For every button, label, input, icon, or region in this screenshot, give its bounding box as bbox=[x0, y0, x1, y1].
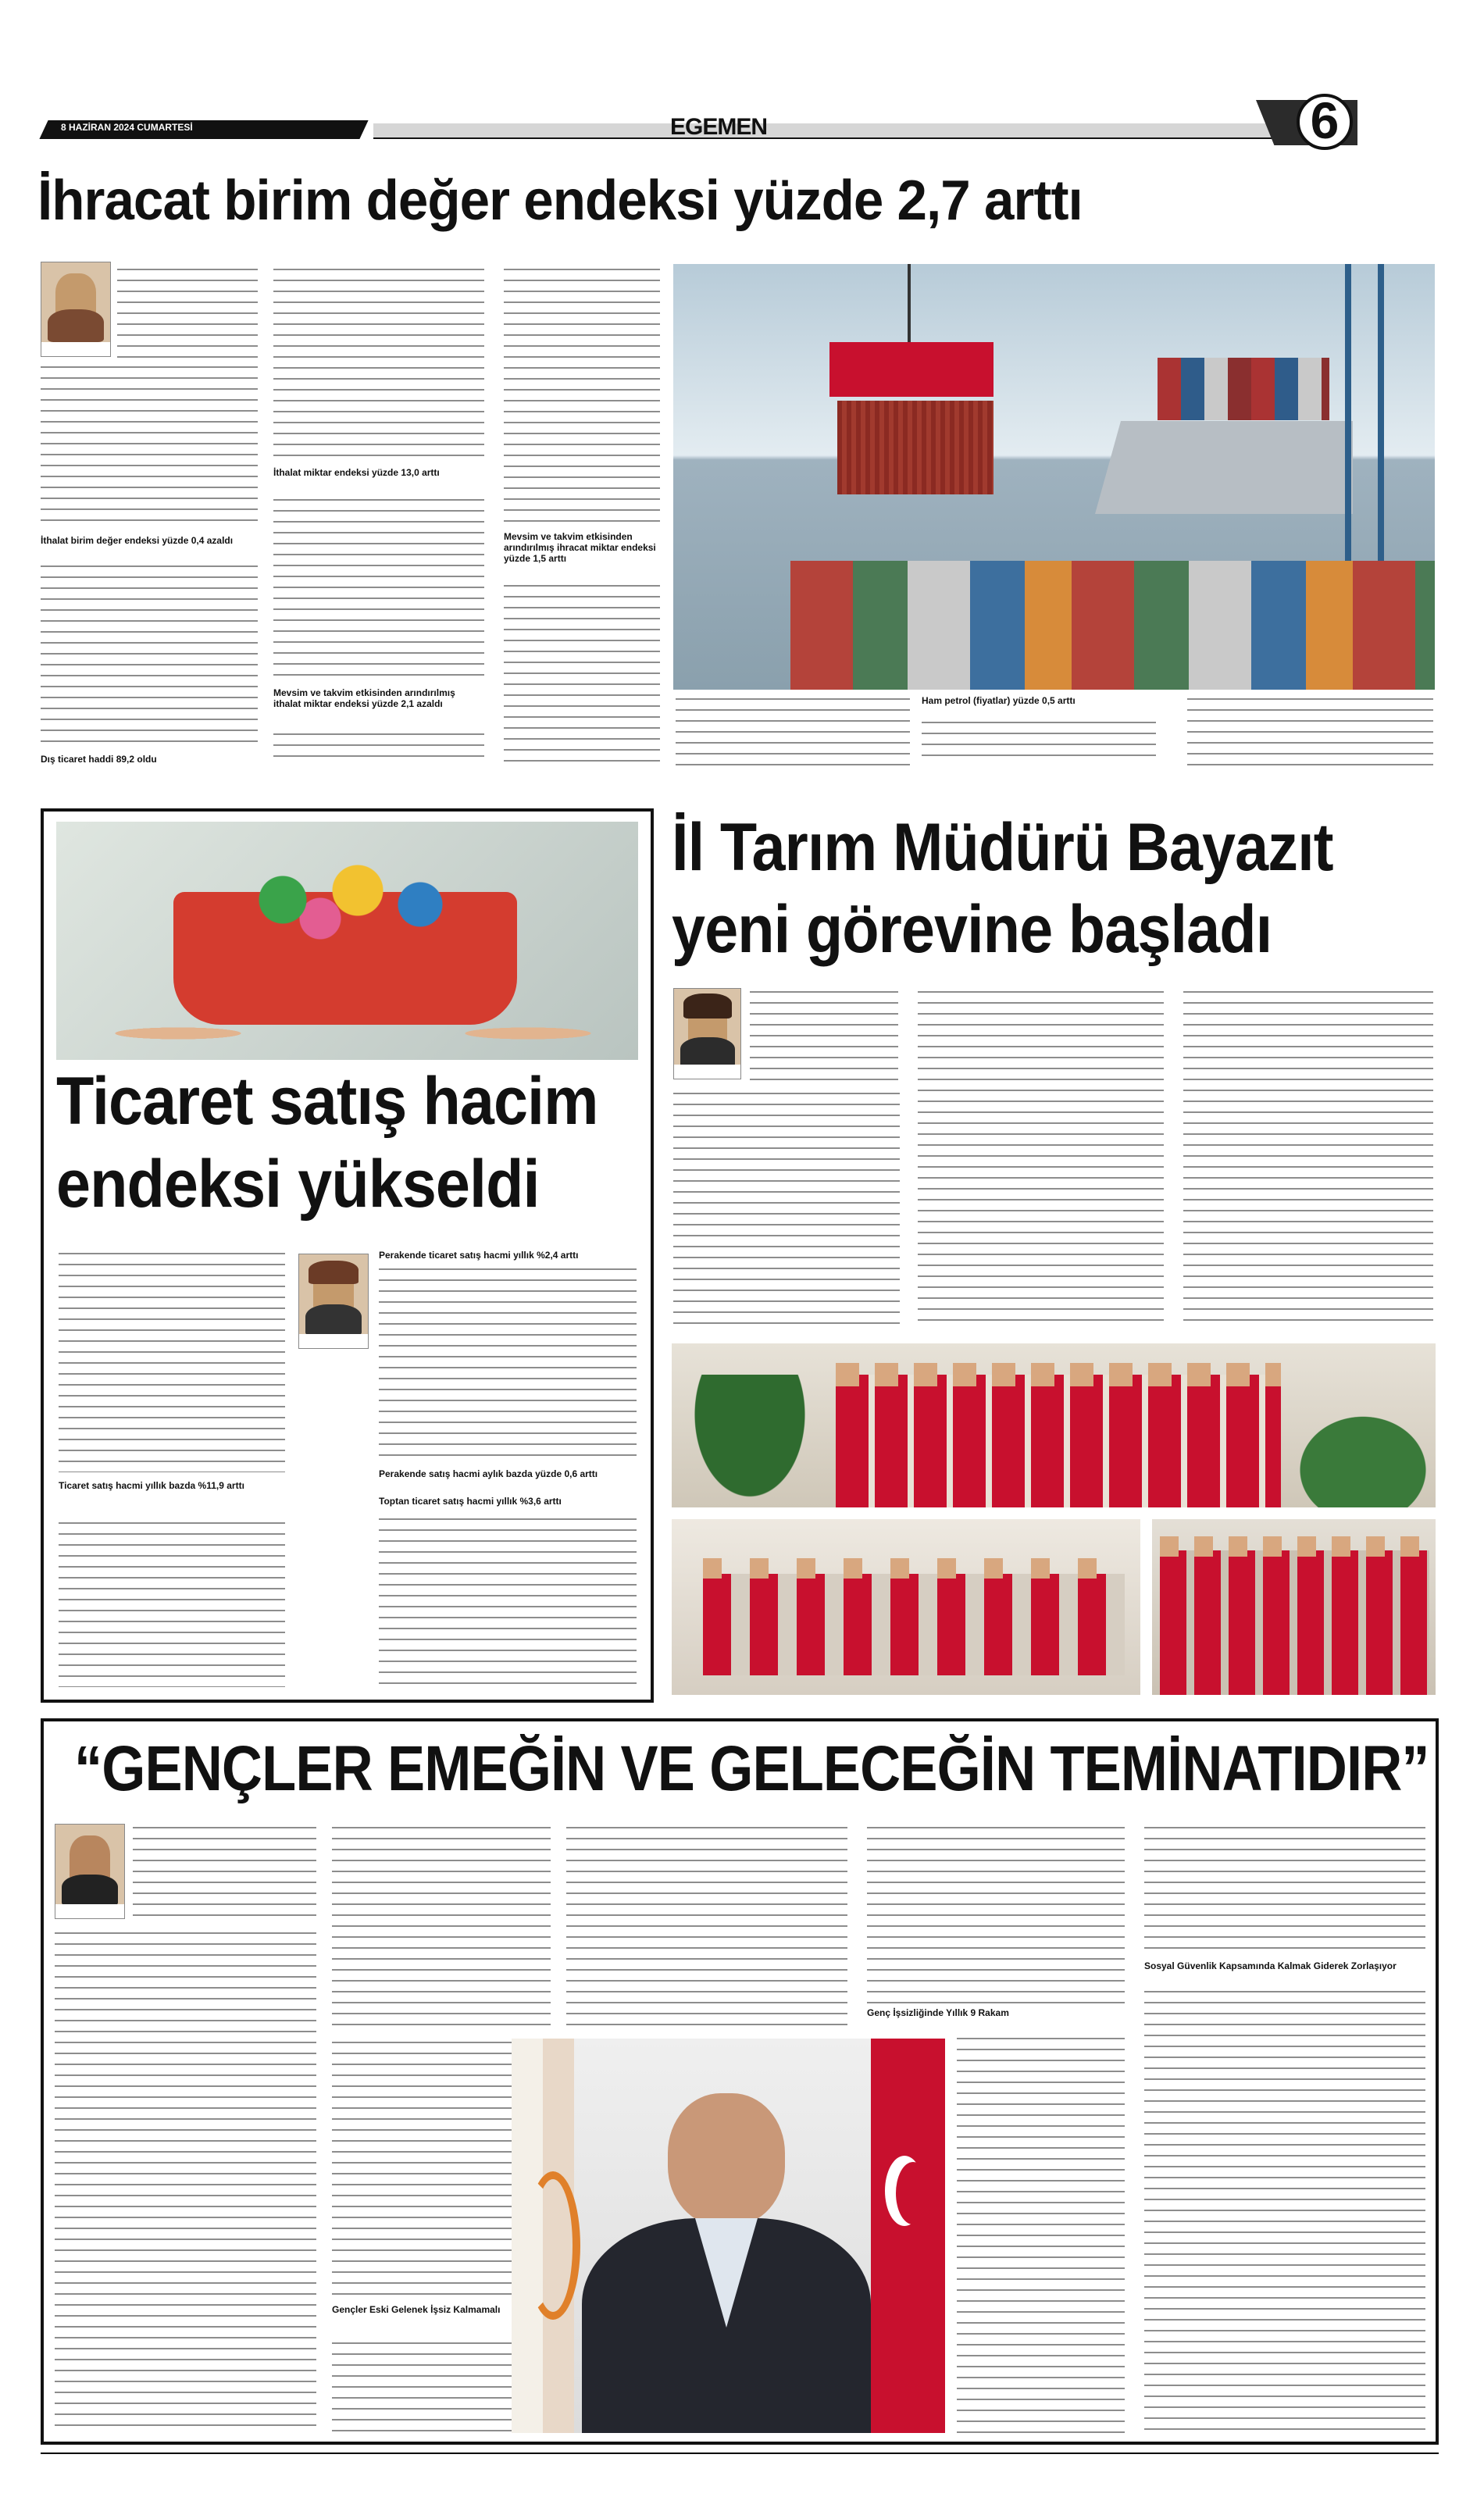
story2-column-2b bbox=[379, 1515, 637, 1687]
story1-column-4 bbox=[676, 695, 910, 765]
story2-column-2 bbox=[379, 1265, 637, 1464]
masthead-gray-strip bbox=[373, 123, 1287, 139]
flag-left-emblem bbox=[526, 2171, 580, 2320]
story4-column-1 bbox=[133, 1824, 316, 1921]
story2-column-1b bbox=[59, 1519, 285, 1687]
meeting-people bbox=[703, 1574, 1125, 1675]
flag-right-crescent-cut bbox=[896, 2162, 930, 2224]
story1-column-6 bbox=[1187, 695, 1433, 765]
story2-headline-line1: Ticaret satış hacim bbox=[56, 1064, 598, 1139]
story4-subhead-2: Genç İşsizliğinde Yıllık 9 Rakam bbox=[867, 2007, 1009, 2018]
flag-right bbox=[871, 2039, 945, 2433]
story3-author-caption bbox=[674, 1065, 740, 1079]
story1-column-1 bbox=[117, 266, 258, 359]
story4-column-4b bbox=[957, 2035, 1125, 2433]
ship-containers bbox=[1158, 358, 1329, 420]
meeting-heads bbox=[703, 1558, 1125, 1579]
hands bbox=[103, 994, 603, 1060]
masthead-date: 8 HAZİRAN 2024 CUMARTESİ bbox=[61, 122, 193, 133]
story3-staff-photo bbox=[1152, 1519, 1436, 1695]
story1-subhead-3: Mevsim ve takvim etkisinden arındırılmış ihracat miktar endeksi yüzde 1,5 arttı bbox=[504, 531, 656, 564]
story1-headline: İhracat birim değer endeksi yüzde 2,7 arttı bbox=[37, 169, 1083, 232]
story1-author-caption bbox=[41, 342, 110, 356]
story4-column-5b bbox=[1144, 1988, 1425, 2433]
story4-column-2 bbox=[332, 1824, 551, 2035]
story4-column-2c bbox=[332, 2339, 512, 2433]
page-number: 6 bbox=[1310, 91, 1340, 149]
story2-column-1 bbox=[59, 1250, 285, 1472]
bottom-rule bbox=[41, 2453, 1439, 2454]
story2-shopping-cart-photo bbox=[56, 822, 638, 1060]
masthead-bar bbox=[37, 91, 1406, 149]
story1-subhead-2: İthalat miktar endeksi yüzde 13,0 arttı bbox=[273, 467, 440, 478]
group-people bbox=[836, 1375, 1281, 1507]
story1-column-2 bbox=[273, 266, 484, 461]
story2-author-photo bbox=[298, 1254, 369, 1349]
story1-port-photo bbox=[673, 264, 1435, 690]
story3-column-1b bbox=[673, 1090, 900, 1324]
story3-column-1 bbox=[750, 988, 898, 1082]
staff-people bbox=[1160, 1550, 1429, 1695]
masthead-brand: EGEMEN bbox=[670, 114, 768, 140]
story4-subhead-1: Gençler Eski Gelenek İşsiz Kalmamalı bbox=[332, 2304, 501, 2315]
hanging-container bbox=[837, 401, 993, 494]
story1-subhead-4: Mevsim ve takvim etkisinden arındırılmış ithalat miktar endeksi yüzde 2,1 azaldı bbox=[273, 687, 455, 709]
story4-column-2b bbox=[332, 2039, 512, 2300]
crane bbox=[1345, 264, 1384, 576]
story1-column-3b bbox=[504, 582, 660, 762]
story1-column-1b bbox=[41, 363, 258, 527]
cart-items bbox=[220, 853, 470, 947]
story4-author-photo bbox=[55, 1824, 125, 1919]
story2-headline-line2: endeksi yükseldi bbox=[56, 1147, 540, 1222]
story4-subhead-3: Sosyal Güvenlik Kapsamında Kalmak Giderek Zorlaşıyor bbox=[1144, 1960, 1397, 1971]
story4-column-5 bbox=[1144, 1824, 1425, 1957]
story1-subhead-1: İthalat birim değer endeksi yüzde 0,4 azaldı bbox=[41, 535, 234, 546]
spreader-frame bbox=[829, 342, 993, 397]
story4-column-3 bbox=[566, 1824, 847, 2031]
person-head bbox=[668, 2093, 785, 2226]
plant-left bbox=[687, 1375, 812, 1507]
story2-author-caption bbox=[299, 1334, 368, 1348]
dock-containers bbox=[790, 561, 1435, 690]
story2-subhead-4: Toptan ticaret satış hacmi yıllık %3,6 arttı bbox=[379, 1496, 562, 1507]
story4-author-caption bbox=[55, 1904, 124, 1918]
story4-headline: “GENÇLER EMEĞİN VE GELECEĞİN TEMİNATIDIR” bbox=[74, 1733, 1429, 1804]
staff-heads bbox=[1160, 1536, 1429, 1557]
group-people-heads bbox=[836, 1363, 1281, 1386]
story1-subhead-5: Dış ticaret haddi 89,2 oldu bbox=[41, 754, 157, 765]
story4-portrait-photo bbox=[512, 2039, 945, 2433]
story3-group-photo bbox=[672, 1343, 1436, 1507]
story1-column-2b bbox=[273, 496, 484, 676]
story2-subhead-2: Perakende satış hacmi aylık bazda yüzde 0,6 arttı bbox=[379, 1468, 598, 1479]
crane-cables bbox=[908, 264, 911, 342]
story3-meeting-photo bbox=[672, 1519, 1140, 1695]
story1-column-5 bbox=[922, 719, 1156, 765]
story4-column-4 bbox=[867, 1824, 1125, 2003]
story1-author-photo bbox=[41, 262, 111, 357]
story4-column-1b bbox=[55, 1929, 316, 2433]
plant-right bbox=[1297, 1414, 1429, 1507]
story2-subhead-3: Ticaret satış hacmi yıllık bazda %11,9 arttı bbox=[59, 1480, 244, 1491]
story3-headline-line1: İl Tarım Müdürü Bayazıt bbox=[672, 810, 1333, 885]
story1-column-1c bbox=[41, 562, 258, 742]
story3-column-2 bbox=[918, 988, 1164, 1324]
story3-headline-line2: yeni görevine başladı bbox=[672, 892, 1272, 967]
story2-subhead-1: Perakende ticaret satış hacmi yıllık %2,4 arttı bbox=[379, 1250, 579, 1261]
story3-column-3 bbox=[1183, 988, 1433, 1324]
story1-column-3 bbox=[504, 266, 660, 523]
story3-author-photo bbox=[673, 988, 741, 1079]
story1-subhead-6: Ham petrol (fiyatlar) yüzde 0,5 arttı bbox=[922, 695, 1076, 706]
story1-column-2c bbox=[273, 730, 484, 762]
